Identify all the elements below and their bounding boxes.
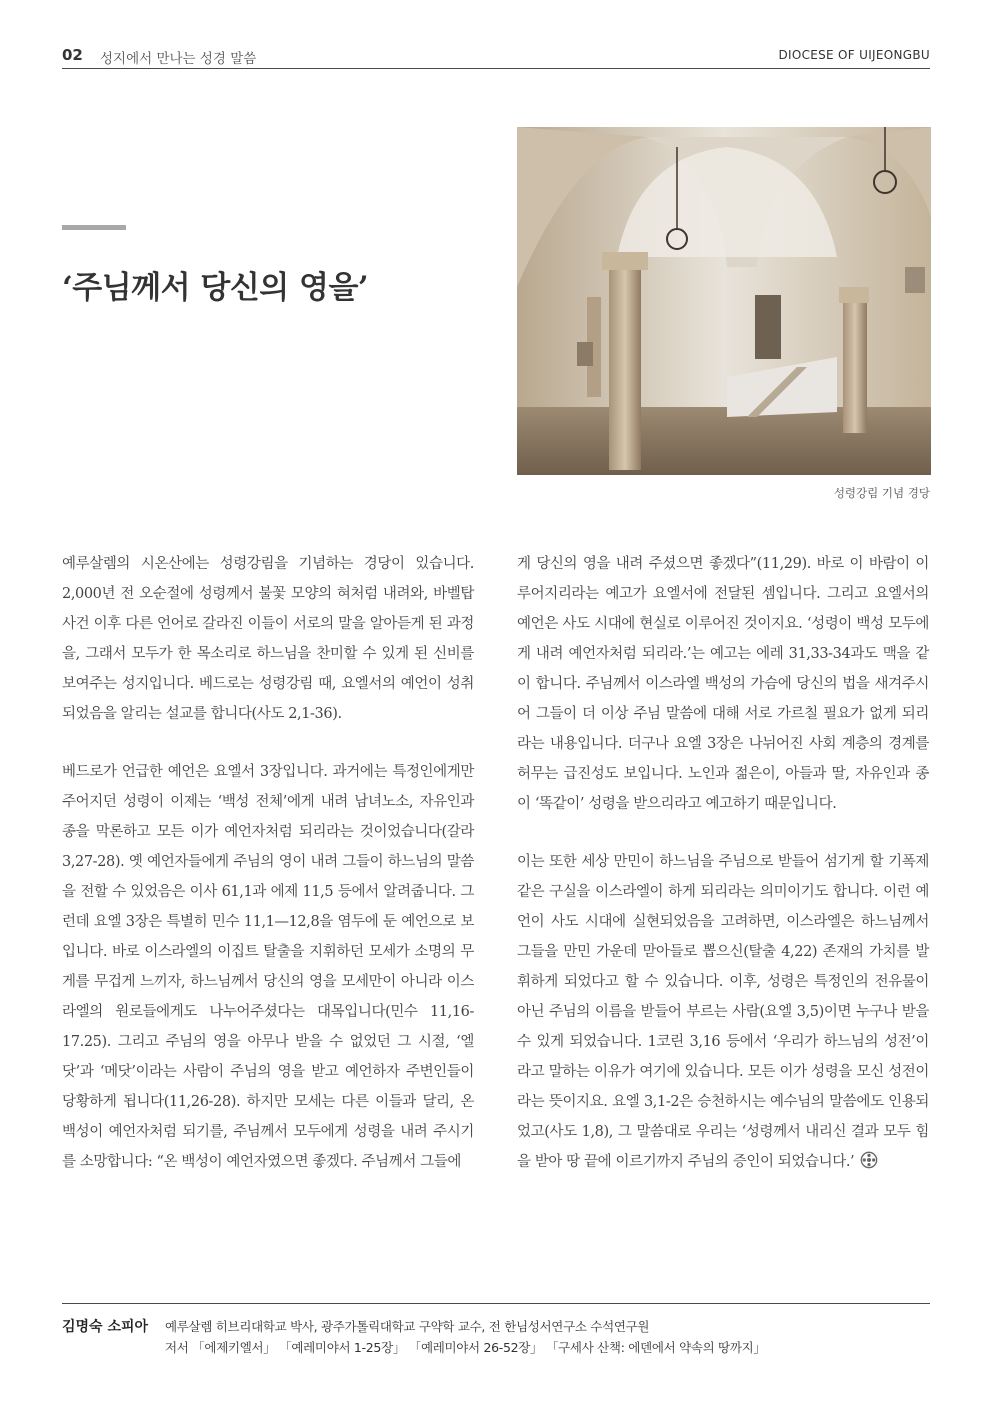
footer-divider xyxy=(62,1303,930,1304)
author-publications: 저서 「에제키엘서」 「예레미야서 1-25장」 「예레미야서 26-52장」 「구세사 산책: 에덴에서 약속의 땅까지」 xyxy=(165,1340,766,1355)
article-title: ‘주님께서 당신의 영을’ xyxy=(62,270,369,306)
page-number: 02 xyxy=(62,46,83,64)
author-name: 김명숙 소피아 xyxy=(62,1319,149,1335)
paragraph: 예루살렘의 시온산에는 성령강림을 기념하는 경당이 있습니다. 2,000년 전 오순절에 성령께서 불꽃 모양의 혀처럼 내려와, 바벨탑 사건 이후 다른 언어로 갈라진 이들이 서로의 말을 알아듣게 된 과정을, 그래서 모두가 한 목소리로 하느님을 찬미할 수 있게 된 신비를 보여주는 성지입니다. 베드로는 성령강림 때, 요엘서의 예언이 성취되었음을 알리는 설교를 합니다(사도 2,1-36). xyxy=(62,556,474,722)
rosette-end-mark-icon xyxy=(860,1151,878,1169)
chapel-photo xyxy=(517,127,931,475)
author-bio xyxy=(165,1316,766,1358)
page-header xyxy=(62,44,930,69)
publisher-name: DIOCESE OF UIJEONGBU xyxy=(778,48,930,62)
paragraph: 게 당신의 영을 내려 주셨으면 좋겠다”(11,29). 바로 이 바람이 이루어지리라는 예고가 요엘서에 전달된 셈입니다. 그리고 요엘서의 예언은 사도 시대에 현실로 이루어진 것이지요. ‘성령이 백성 모두에게 내려 예언자처럼 되리라.’는 예고는 에레 31,33-34과도 맥을 같이 합니다. 주님께서 이스라엘 백성의 가슴에 당신의 법을 새겨주시어 그들이 더 이상 주님 말씀에 대해 서로 가르칠 필요가 없게 되리라는 내용입니다. 더구나 요엘 3장은 나뉘어진 사회 계층의 경계를 허무는 급진성도 보입니다. 노인과 젊은이, 아들과 딸, 자유인과 종이 ‘똑같이’ 성령을 받으리라고 예고하기 때문입니다. xyxy=(517,556,929,812)
paragraph-text: 이는 또한 세상 만민이 하느님을 주님으로 받들어 섬기게 할 기폭제 같은 구실을 이스라엘이 하게 되리라는 의미이기도 합니다. 이런 예언이 사도 시대에 실현되었음을 고려하면, 이스라엘은 하느님께서 그들을 만민 가운데 맏아들로 뽑으신(탈출 4,22) 존재의 가치를 발휘하게 되었다고 할 수 있습니다. 이후, 성령은 특정인의 전유물이 아닌 주님의 이름을 받들어 부르는 사람(요엘 3,5)이면 누구나 받을 수 있게 되었습니다. 1코린 3,16 등에서 ‘우리가 하느님의 성전’이라고 말하는 이유가 여기에 있습니다. 모든 이가 성령을 모신 성전이라는 뜻이지요. 요엘 3,1-2은 승천하시는 예수님의 말씀에도 인용되었고(사도 1,8), 그 말씀대로 우리는 ‘성령께서 내리신 결과 모두 힘을 받아 땅 끝에 이르기까지 주님의 증인이 되었습니다.’ xyxy=(517,854,929,1170)
paragraph-last xyxy=(517,847,929,1177)
left-column xyxy=(62,549,474,1205)
right-column xyxy=(517,549,929,1205)
author-credentials: 예루살렘 히브리대학교 박사, 광주가톨릭대학교 구약학 교수, 전 한님성서연구소 수석연구원 xyxy=(165,1319,650,1334)
title-accent-bar xyxy=(62,225,126,230)
section-title: 성지에서 만나는 성경 말씀 xyxy=(100,51,257,67)
photo-caption: 성령강림 기념 경당 xyxy=(833,486,930,500)
paragraph: 베드로가 언급한 예언은 요엘서 3장입니다. 과거에는 특정인에게만 주어지던 성령이 이제는 ‘백성 전체’에게 내려 남녀노소, 자유인과 종을 막론하고 모든 이가 예언자처럼 되리라는 것이었습니다(갈라 3,27-28). 옛 예언자들에게 주님의 영이 내려 그들이 하느님의 말씀을 전할 수 있었음은 이사 61,1과 에제 11,5 등에서 알려줍니다. 그런데 요엘 3장은 특별히 민수 11,1—12,8을 염두에 둔 예언으로 보입니다. 바로 이스라엘의 이집트 탈출을 지휘하던 모세가 소명의 무게를 무겁게 느끼자, 하느님께서 당신의 영을 모세만이 아니라 이스라엘의 원로들에게도 나누어주셨다는 대목입니다(민수 11,16-17.25). 그리고 주님의 영을 아무나 받을 수 없었던 그 시절, ‘엘닷’과 ‘메닷’이라는 사람이 주님의 영을 받고 예언하자 주변인들이 당황하게 됩니다(11,26-28). 하지만 모세는 다른 이들과 달리, 온 백성이 예언자처럼 되기를, 주님께서 모두에게 성령을 내려 주시기를 소망합니다: “온 백성이 예언자였으면 좋겠다. 주님께서 그들에 xyxy=(62,764,474,1170)
